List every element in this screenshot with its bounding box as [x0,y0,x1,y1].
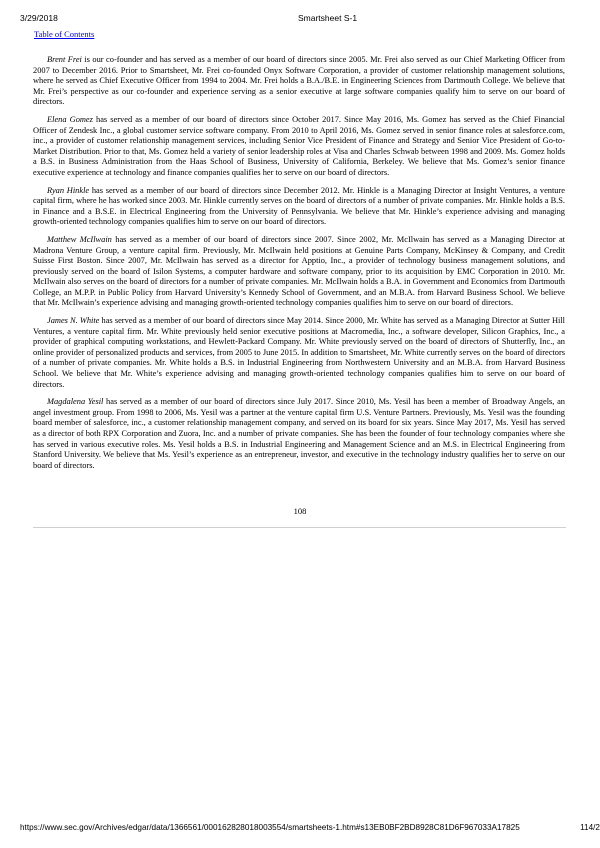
bio-text: has served as a member of our board of directors since December 2012. Mr. Hinkle is a Managing Director at Insight Ventures, a venture capital firm, where he has worked since 2003. Mr. Hinkle currently serves on the board of directors of a number of private companies. Mr. Hinkle holds a B.S. in Finance and a B.S.E. in Electrical Engineering from the University of Pennsylvania. We believe that Mr. Hinkle’s experience advising and managing growth-oriented technology companies qualifies him to serve on our board of directors. [33,185,565,227]
print-date: 3/29/2018 [20,13,58,23]
browser-print-footer [0,823,600,835]
browser-print-header [0,13,600,25]
bio-text: has served as a member of our board of directors since July 2017. Since 2010, Ms. Yesil has been a member of Broadway Angels, an angel investment group. From 1998 to 2006, Ms. Yesil was a partner at the venture capital firm U.S. Venture Partners. Previously, Ms. Yesil was the founding board member of salesforce, inc., a customer relationship management company, and served on its board for six years. Since May 2017, Ms. Yesil has served as a director of both RPX Corporation and Zuora, Inc. and a number of private companies. She has been the founder of four technology companies where she has served in various executive roles. Ms. Yesil holds a B.S. in Industrial Engineering and Management Science and an M.S. in Electrical Engineering from Stanford University. We believe that Ms. Yesil’s experience as an entrepreneur, investor, and executive in the technology industry qualifies her to serve on our board of directors. [33,397,565,470]
bio-elena-gomez [33,115,565,179]
bio-name: Elena Gomez [47,114,93,124]
bio-james-white [33,316,565,390]
page-number: 108 [293,506,307,516]
bio-name: Brent Frei [47,55,82,64]
bio-matthew-mcilwain [33,235,565,309]
bio-name: James N. White [47,316,100,326]
page-divider [33,527,566,528]
bio-name: Magdalena Yesil [47,397,104,407]
bio-text: has served as a member of our board of directors since October 2017. Since May 2016, Ms. Gomez has served as the Chief Financial Officer of Zendesk Inc., a global customer service software company. From 2010 to April 2016, Ms. Gomez served in senior finance roles at salesforce.com, inc., a provider of customer relationship management services, including Senior Vice President of Finance and Strategy and Senior Vice President of Go-to-Market Distribution. Prior to that, Ms. Gomez held a variety of senior leadership roles at Visa and Charles Schwab between 1998 and 2009. Ms. Gomez holds a B.S. in Business Administration from the Haas School of Business, University of California, Berkeley. We believe that Ms. Gomez’s senior finance executive experience at technology and finance companies qualifies her to serve on our board of directors. [33,114,565,177]
bio-name: Matthew McIlwain [47,234,112,244]
print-page-count: 114/2 [580,823,600,832]
source-url: https://www.sec.gov/Archives/edgar/data/1366561/000162828018003554/smartsheets-1.htm#s13EB0BF2BD8928C81D6F967033A17825 [20,823,520,832]
bio-magdalena-yesil [33,397,565,471]
bio-name: Ryan Hinkle [47,185,90,195]
bio-text: is our co-founder and has served as a member of our board of directors since 2005. Mr. Frei also served as our Chief Marketing Officer from 2007 to December 2016. Prior to Smartsheet, Mr. Frei co-founded Onyx Software Corporation, a provider of customer relationship management solutions, where he served as Chief Executive Officer from 1994 to 2004. Mr. Frei holds a B.A./B.E. in Engineering Sciences from Dartmouth College. We believe that Mr. Frei’s perspective as our co-founder and experience serving as a senior executive at large software companies qualify him to serve on our board of directors. [33,55,565,107]
bio-ryan-hinkle [33,186,565,228]
bio-brent-frei [33,55,565,108]
table-of-contents-link[interactable]: Table of Contents [34,29,95,39]
director-bios [33,55,565,478]
bio-text: has served as a member of our board of directors since May 2014. Since 2000, Mr. White has served as a Managing Director at Sutter Hill Ventures, a venture capital firm. Mr. White previously held senior executive positions at Macromedia, Inc., a software developer, Silicon Graphics, Inc., a provider of graphical computing workstations, and Hewlett-Packard Company. Mr. White previously served on the board of directors of Shutterfly, Inc., an online provider of personalized products and services, from 2005 to June 2015. In addition to Smartsheet, Mr. White currently serves on the board of directors of a number of private companies. Mr. White holds a B.S. in Industrial Engineering from Northwestern University and an M.B.A. from Harvard Business School. We believe that Mr. White’s experience advising and managing growth-oriented technology companies qualifies him to serve on our board of directors. [33,316,565,389]
document-title: Smartsheet S-1 [298,13,358,23]
bio-text: has served as a member of our board of directors since 2007. Since 2002, Mr. McIlwain has served as a Managing Director at Madrona Venture Group, a venture capital firm. Previously, Mr. McIlwain held positions at Genuine Parts Company, McKinsey & Company, and Credit Suisse First Boston. Since 2007, Mr. McIlwain has served as a director for Apptio, Inc., a provider of technology business management solutions, and previously served on the board of Isilon Systems, a computer hardware and software company, prior to its acquisition by EMC Corporation in 2010. Mr. McIlwain also serves on the board of directors for a number of private companies. Mr. McIlwain holds a B.A. in Government and Economics from Dartmouth College, an M.P.P. in Public Policy from Harvard University’s Kennedy School of Government, and an M.B.A. from Harvard Business School. We believe that Mr. McIlwain’s experience advising and managing growth-oriented technology companies qualifies him to serve on our board of directors. [33,234,566,308]
